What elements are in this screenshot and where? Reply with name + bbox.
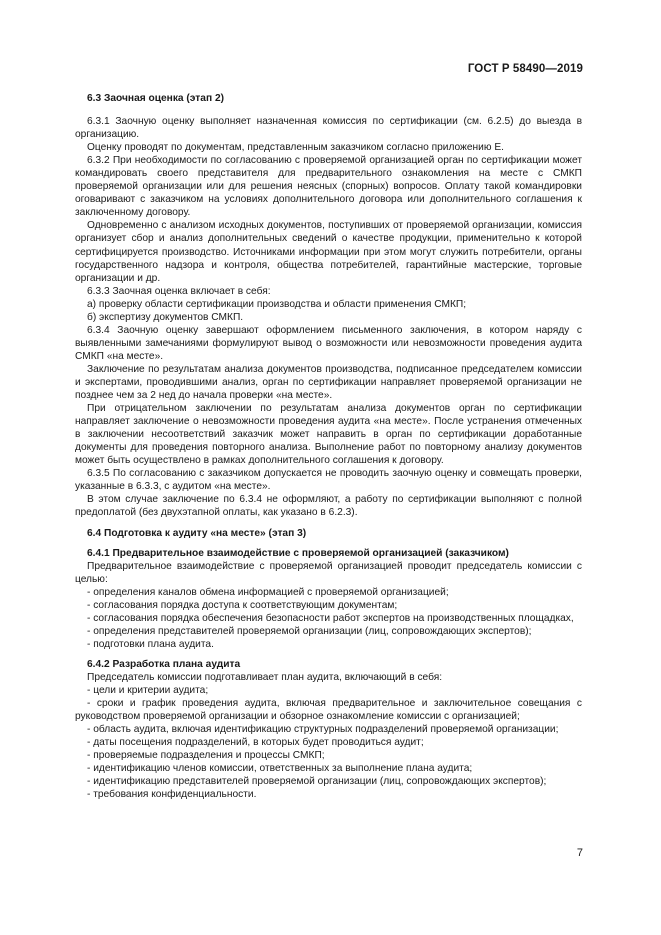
- section-heading: 6.3 Заочная оценка (этап 2): [87, 93, 224, 104]
- paragraph: 6.3.4 Заочную оценку завершают оформлением письменного заключения, в котором наряду с выявленными замечаниями формулируют вывод о возможности или невозможности проведения аудита СМКП «на месте».: [75, 324, 582, 362]
- list-item: б) экспертизу документов СМКП.: [87, 311, 244, 323]
- list-item: - определения каналов обмена информацией с проверяемой организацией;: [87, 586, 449, 598]
- list-item: - согласования порядка доступа к соответствующим документам;: [87, 599, 398, 611]
- list-item: - сроки и график проведения аудита, включая предварительное и заключительное совещания с руководством проверяемой организации и обзорное ознакомление комиссии с организацией;: [75, 698, 582, 723]
- list-item: - проверяемые подразделения и процессы СМКП;: [87, 750, 325, 762]
- list-item: - определения представителей проверяемой организации (лиц, сопровождающих экспертов);: [87, 625, 532, 637]
- paragraph: 6.3.1 Заочную оценку выполняет назначенная комиссия по сертификации (см. 6.2.5) до выезда в организацию.: [75, 116, 582, 141]
- page-number: 7: [576, 847, 583, 859]
- paragraph: Оценку проводят по документам, представленным заказчиком согласно приложению Е.: [87, 142, 504, 154]
- paragraph: Одновременно с анализом исходных документов, поступивших от проверяемой организации, комиссия организует сбор и анализ дополнительных сведений о качестве продукции, применительно к которой сертифицируется производство. Источниками информации при этом могут служить потребители, органы государственного надзора и контроля, общества потребителей, гарантийные мастерские, торговые организации и др.: [75, 220, 582, 284]
- paragraph: Предварительное взаимодействие с проверяемой организацией проводит председатель комиссии с целью:: [75, 560, 582, 585]
- paragraph: В этом случае заключение по 6.3.4 не оформляют, а работу по сертификации выполняют с полной предоплатой (без двухэтапной оплаты, как указано в 6.2.3).: [75, 494, 582, 519]
- document-body: [75, 92, 582, 801]
- list-item: а) проверку области сертификации производства и области применения СМКП;: [87, 298, 467, 310]
- list-item: - даты посещения подразделений, в которых будет проводиться аудит;: [87, 737, 424, 749]
- list-item: - цели и критерии аудита;: [87, 685, 209, 697]
- list-item: - область аудита, включая идентификацию структурных подразделений проверяемой организации;: [87, 724, 559, 736]
- section-heading: 6.4 Подготовка к аудиту «на месте» (этап 3): [87, 527, 307, 539]
- paragraph: Заключение по результатам анализа документов производства, подписанное председателем комиссии и экспертами, проводившими анализ, орган по сертификации направляет проверяемой организации не позднее чем за 2 нед до начала проверки «на месте».: [75, 363, 582, 402]
- paragraph: 6.3.3 Заочная оценка включает в себя:: [87, 285, 271, 297]
- list-item: - идентификацию членов комиссии, ответственных за выполнение плана аудита;: [87, 763, 473, 775]
- list-item: - согласования порядка обеспечения безопасности работ экспертов на производственных площадках,: [87, 612, 574, 624]
- list-item: - требования конфиденциальности.: [87, 789, 257, 801]
- paragraph: 6.3.2 При необходимости по согласованию с проверяемой организацией орган по сертификации может командировать своего представителя для предварительного ознакомления на месте с СМКП проверяемой организации или для решения неясных (спорных) вопросов. Оплату такой командировки оговаривают с заказчиком на условиях дополнительного договора или дополнительного соглашения к заключенному договору.: [75, 155, 582, 219]
- standard-designation: ГОСТ Р 58490—2019: [467, 63, 583, 75]
- subsection-heading: 6.4.1 Предварительное взаимодействие с проверяемой организацией (заказчиком): [87, 547, 509, 559]
- paragraph: 6.3.5 По согласованию с заказчиком допускается не проводить заочную оценку и совмещать проверки, указанные в 6.3.3, с аудитом «на месте».: [75, 468, 582, 493]
- list-item: - идентификацию представителей проверяемой организации (лиц, сопровождающих экспертов);: [87, 776, 547, 788]
- list-item: - подготовки плана аудита.: [87, 638, 214, 650]
- paragraph: При отрицательном заключении по результатам анализа документов орган по сертификации направляет заключение о невозможности проведения аудита «на месте». После устранения отмеченных в заключении несоответствий заказчик может направить в орган по сертификации доработанные документы для проведения повторного анализа. Выполнение работ по повторному анализу документов может быть осуществлено в рамках дополнительного соглашения к договору.: [75, 403, 582, 467]
- subsection-heading: 6.4.2 Разработка плана аудита: [87, 658, 241, 670]
- paragraph: Председатель комиссии подготавливает план аудита, включающий в себя:: [87, 671, 443, 683]
